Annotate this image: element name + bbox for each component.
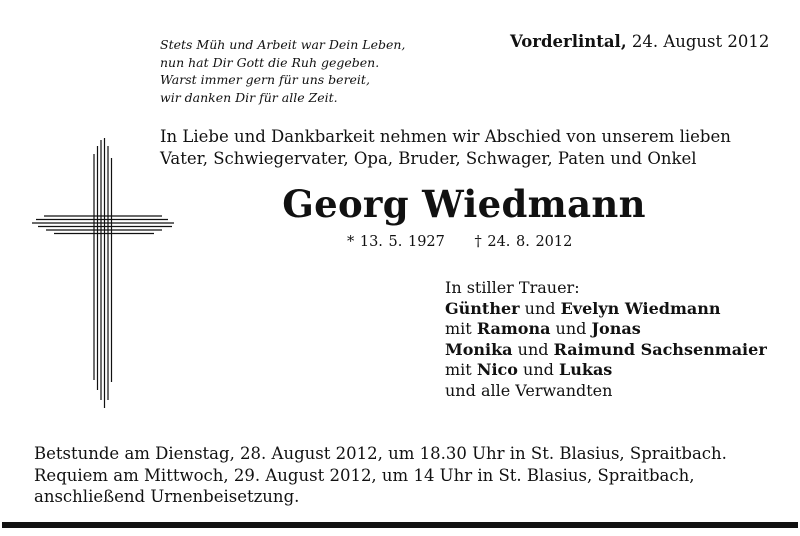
service-line: anschließend Urnenbeisetzung. (34, 487, 300, 506)
mourner-line: und alle Verwandten (445, 380, 613, 400)
dateline-place: Vorderlintal, (510, 32, 627, 51)
mourner-line (445, 319, 767, 340)
connector: und (550, 319, 592, 339)
poem-line: Warst immer gern für uns bereit, (160, 72, 370, 88)
service-line: Betstunde am Dienstag, 28. August 2012, um 18.30 Uhr in St. Blasius, Spraitbach. (34, 444, 727, 463)
service-line: Requiem am Mittwoch, 29. August 2012, um 14 Uhr in St. Blasius, Spraitbach, (34, 465, 695, 485)
cross-icon (32, 138, 178, 414)
mourner-line (445, 340, 767, 361)
dateline (510, 32, 769, 51)
dateline-date: 24. August 2012 (631, 32, 770, 51)
mourner-name: Günther (445, 298, 520, 318)
mourner-name: Monika (445, 339, 513, 359)
poem-line: nun hat Dir Gott die Ruh gegeben. (160, 54, 380, 70)
mourner-name: Lukas (558, 360, 613, 380)
mourners-list (445, 278, 767, 402)
connector: mit (445, 360, 477, 380)
death-date: † 24. 8. 2012 (474, 234, 573, 250)
mourners-heading: In stiller Trauer: (445, 278, 580, 297)
intro-line: Vater, Schwiegervater, Opa, Bruder, Schwager, Paten und Onkel (160, 149, 697, 168)
birth-date: * 13. 5. 1927 (347, 234, 445, 250)
poem-line: wir danken Dir für alle Zeit. (160, 89, 338, 105)
obituary-notice (2, 2, 798, 528)
connector: und (512, 339, 554, 359)
service-info (34, 443, 727, 508)
mourner-line (445, 299, 767, 320)
mourner-name: Nico (476, 360, 518, 380)
poem (160, 36, 405, 106)
connector: und (519, 298, 561, 318)
mourner-name: Ramona (476, 319, 551, 339)
mourner-name: Jonas (591, 319, 641, 339)
mourner-name: Raimund Sachsenmaier (553, 339, 767, 359)
life-dates (347, 234, 572, 250)
connector: und (517, 360, 559, 380)
connector: mit (445, 319, 477, 339)
intro-text (160, 126, 731, 170)
mourner-line (445, 360, 767, 381)
mourner-name: Evelyn Wiedmann (560, 298, 721, 318)
poem-line: Stets Müh und Arbeit war Dein Leben, (160, 37, 406, 52)
deceased-name: Georg Wiedmann (282, 182, 646, 226)
intro-line: In Liebe und Dankbarkeit nehmen wir Abschied von unserem lieben (160, 127, 731, 146)
